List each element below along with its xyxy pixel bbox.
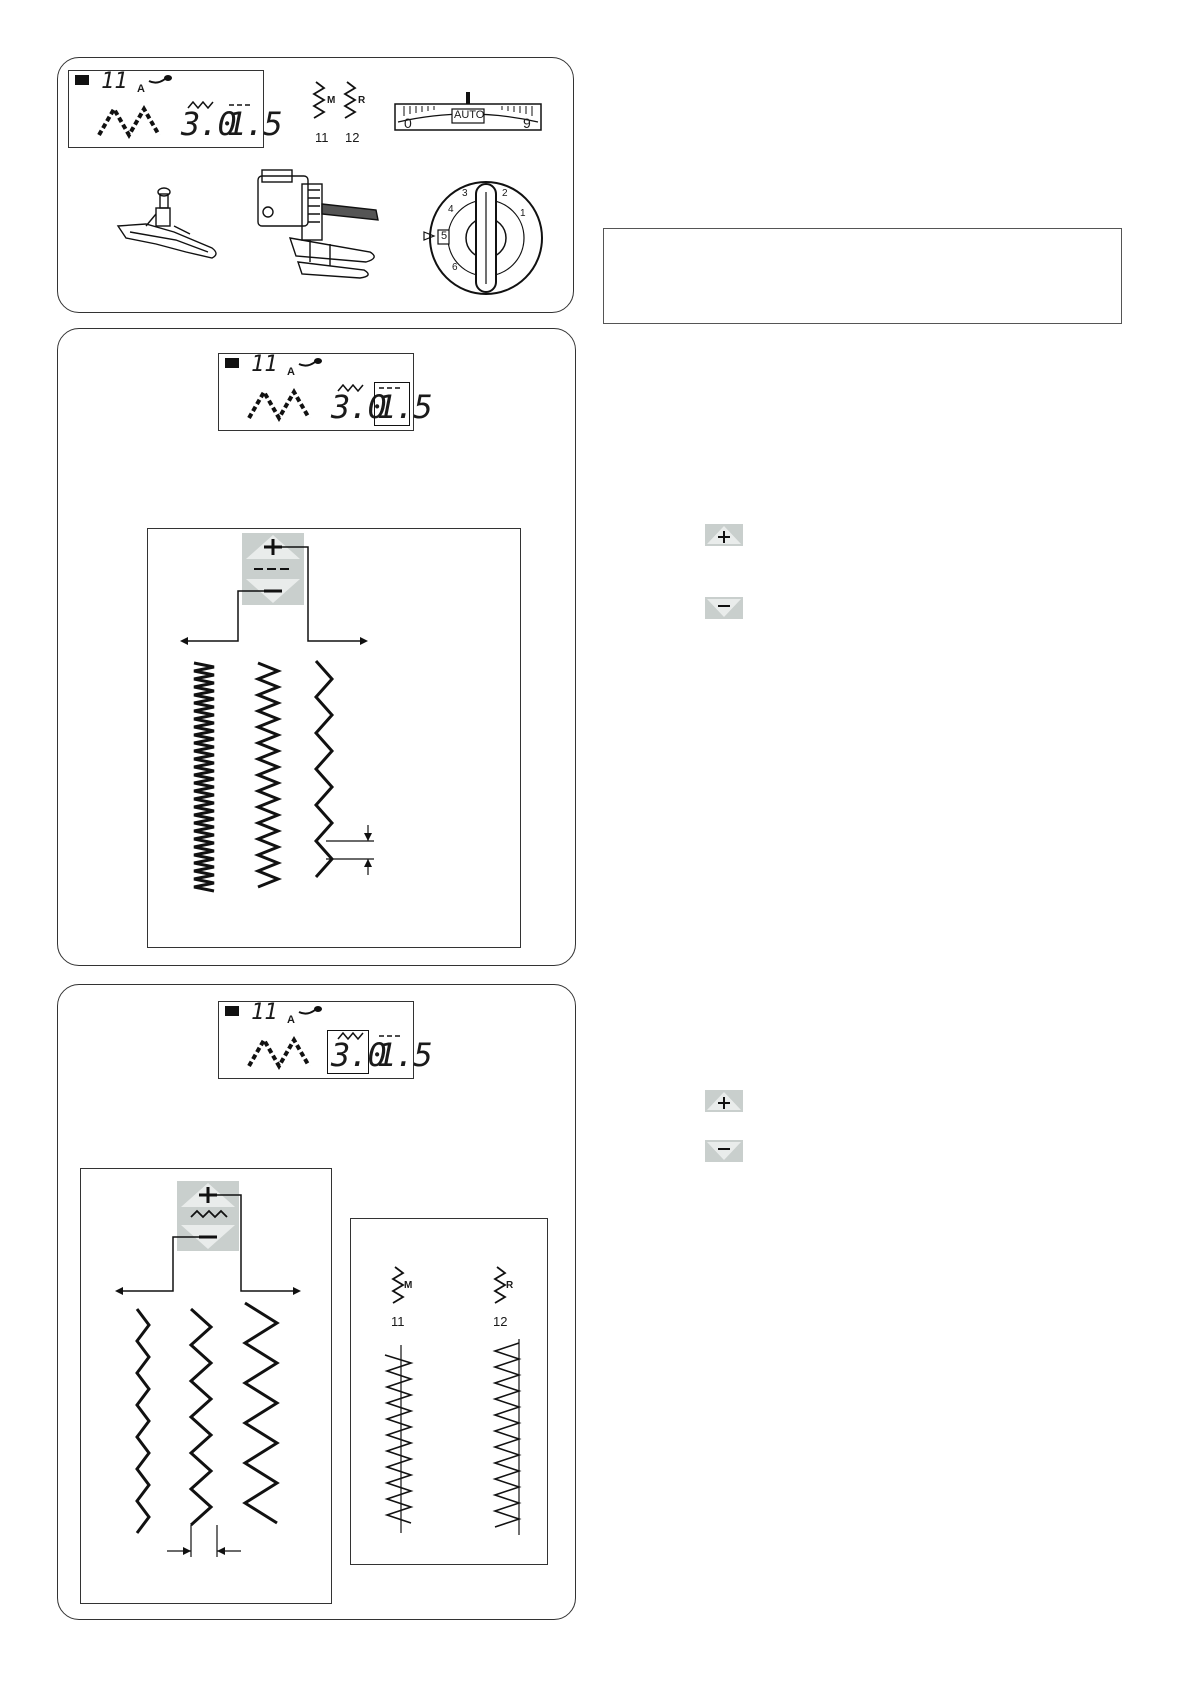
- zigzag-foot-illustration: [116, 186, 222, 266]
- lcd-display: [68, 69, 282, 148]
- memory-icon: [225, 358, 239, 368]
- stitch-11-letter: M: [327, 95, 336, 106]
- length-adjust-diagram: [148, 529, 520, 947]
- lcd-display-length: [218, 352, 432, 431]
- pressure-mark-2: 2: [502, 188, 508, 199]
- lcd-mode-number: 11: [251, 352, 278, 377]
- presser-foot-indicator-icon: [147, 73, 173, 85]
- pressure-selected-label: 5: [441, 230, 448, 242]
- lcd-mode-number: 11: [101, 69, 128, 94]
- pressure-mark-1: 1: [520, 208, 526, 219]
- zigzag-pattern-icon: [97, 103, 167, 141]
- memory-icon: [225, 1006, 239, 1016]
- tension-auto-label: AUTO: [454, 109, 485, 121]
- pressure-dial: [420, 178, 546, 298]
- dense-stitch: [194, 663, 214, 891]
- stitch-12-letter: R: [358, 95, 366, 106]
- wide-zigzag: [245, 1303, 277, 1523]
- stitch-11-number: 11: [391, 1314, 405, 1329]
- zigzag-pattern-icon: [247, 386, 317, 424]
- pressure-mark-4: 4: [448, 204, 454, 215]
- presser-foot-indicator-icon: [297, 356, 323, 368]
- panel-settings: [57, 57, 574, 313]
- stitch-11-number: 11: [315, 130, 329, 145]
- stitch-11-sample: [381, 1339, 421, 1539]
- width-diagram-frame: [80, 1168, 332, 1604]
- tension-min-label: 0: [404, 115, 412, 131]
- wide-stitch: [316, 661, 332, 877]
- lcd-mode-number: 11: [251, 1000, 278, 1025]
- stitch-12-number: 12: [493, 1314, 508, 1329]
- stitch-11-letter: M: [404, 1280, 413, 1291]
- lcd-sub-label: A: [137, 83, 145, 95]
- memory-icon: [75, 75, 89, 85]
- pressure-mark-6: 6: [452, 262, 458, 273]
- lcd-display-width: [218, 1000, 432, 1079]
- panel-stitch-length: [57, 328, 576, 966]
- minus-key-icon: [705, 1140, 743, 1162]
- note-box: [603, 228, 1122, 324]
- presser-foot-indicator-icon: [297, 1004, 323, 1016]
- medium-stitch: [258, 663, 278, 887]
- stitch-12-letter: R: [506, 1280, 514, 1291]
- lcd-sub-label: A: [287, 1014, 295, 1026]
- pressure-mark-3: 3: [462, 188, 468, 199]
- plus-key-icon: [705, 524, 743, 546]
- lcd-length-value: 1.5: [377, 1036, 432, 1074]
- stitch-12-sample: [489, 1335, 529, 1541]
- zigzag-pattern-icon: [247, 1034, 317, 1072]
- walking-foot-illustration: [250, 166, 388, 284]
- plus-key-icon: [705, 1090, 743, 1112]
- narrow-zigzag: [137, 1309, 149, 1533]
- tension-dial: [394, 92, 542, 132]
- lcd-length-value: 1.5: [227, 105, 282, 143]
- stitch-12-number: 12: [345, 130, 360, 145]
- lcd-width-value: 3.0: [331, 388, 386, 426]
- width-adjust-diagram: [81, 1169, 331, 1603]
- length-diagram-frame: [147, 528, 521, 948]
- lcd-sub-label: A: [287, 366, 295, 378]
- lcd-length-value: 1.5: [377, 388, 432, 426]
- lcd-width-value: 3.0: [331, 1036, 386, 1074]
- panel-stitch-width: [57, 984, 576, 1620]
- tension-max-label: 9: [523, 115, 531, 131]
- medium-zigzag: [191, 1309, 211, 1525]
- lcd-width-value: 3.0: [181, 105, 236, 143]
- minus-key-icon: [705, 597, 743, 619]
- stitch-sample-frame: [350, 1218, 548, 1565]
